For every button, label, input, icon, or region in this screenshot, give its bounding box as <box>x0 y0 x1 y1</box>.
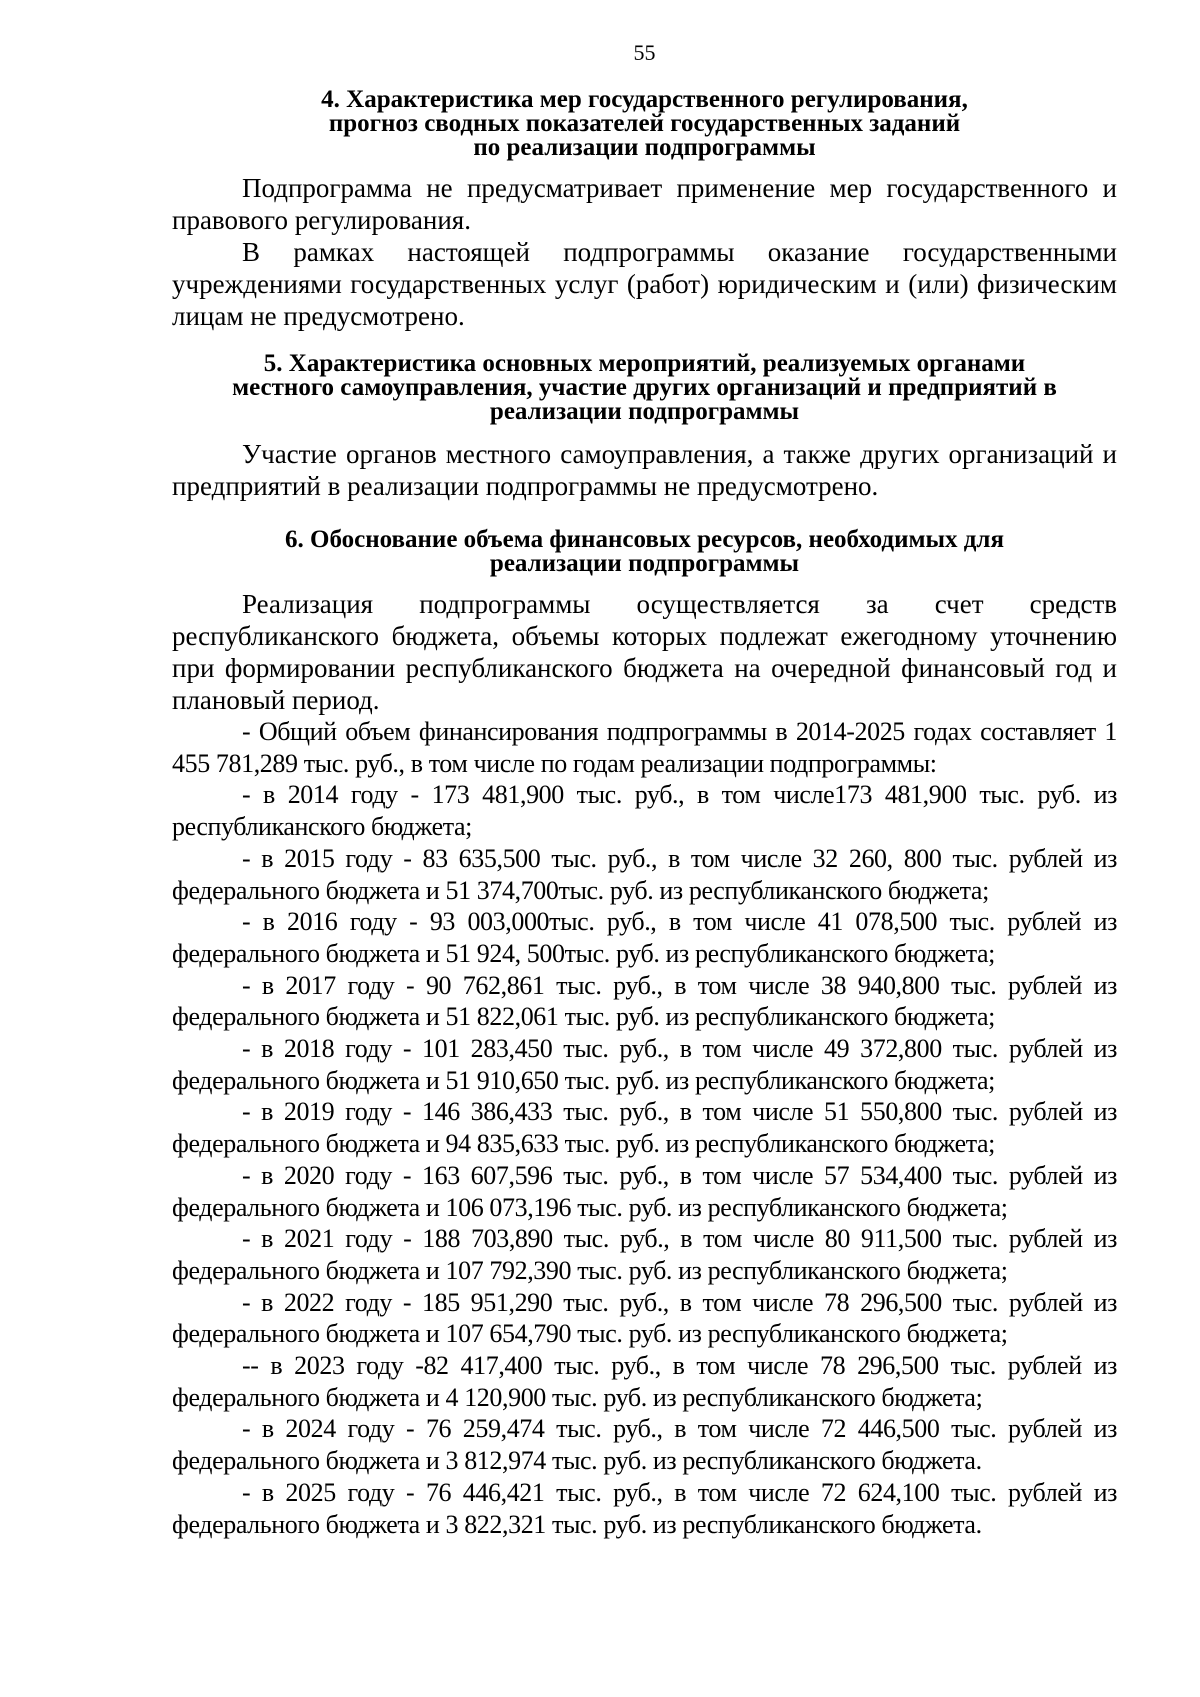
section-4-title <box>172 88 1117 160</box>
section-6-intro: Реализация подпрограммы осуществляется за счет средств республиканского бюджета, объемы которых подлежат ежегодному уточнению при формировании республиканского бюджета на очередной финансовый год и плановый период. <box>172 589 1117 715</box>
section-4-paragraph: В рамках настоящей подпрограммы оказание государственными учреждениями государственных услуг (работ) юридическим и (или) физическим лицам не предусмотрено. <box>172 237 1117 331</box>
section-4-title-line: 4. Характеристика мер государственного регулирования, <box>321 86 968 113</box>
section-6-title-line: реализации подпрограммы <box>489 550 800 577</box>
section-6 <box>172 528 1117 1540</box>
funding-item: - в 2024 году - 76 259,474 тыс. руб., в том числе 72 446,500 тыс. рублей из федерального бюджета и 3 812,974 тыс. руб. из республиканского бюджета. <box>172 1414 1117 1476</box>
funding-item: - в 2017 году - 90 762,861 тыс. руб., в том числе 38 940,800 тыс. рублей из федерального бюджета и 51 822,061 тыс. руб. из республиканского бюджета; <box>172 970 1117 1032</box>
funding-item: - в 2015 году - 83 635,500 тыс. руб., в том числе 32 260, 800 тыс. рублей из федерального бюджета и 51 374,700тыс. руб. из республиканского бюджета; <box>172 843 1117 905</box>
section-6-title <box>172 528 1117 576</box>
funding-item: -- в 2023 году -82 417,400 тыс. руб., в том числе 78 296,500 тыс. рублей из федерального бюджета и 4 120,900 тыс. руб. из республиканского бюджета; <box>172 1351 1117 1412</box>
funding-item: - Общий объем финансирования подпрограммы в 2014-2025 годах составляет 1 455 781,289 тыс. руб., в том числе по годам реализации подпрограммы: <box>172 717 1117 778</box>
funding-item: - в 2025 году - 76 446,421 тыс. руб., в том числе 72 624,100 тыс. рублей из федерального бюджета и 3 822,321 тыс. руб. из республиканского бюджета. <box>172 1477 1117 1539</box>
section-5-title <box>172 352 1117 424</box>
section-4-title-line: по реализации подпрограммы <box>473 134 816 161</box>
funding-item: - в 2020 году - 163 607,596 тыс. руб., в том числе 57 534,400 тыс. рублей из федерального бюджета и 106 073,196 тыс. руб. из республиканского бюджета; <box>172 1160 1117 1222</box>
section-4-title-line: прогноз сводных показателей государственных заданий <box>328 110 961 137</box>
section-5-title-line: реализации подпрограммы <box>489 398 800 425</box>
funding-item: - в 2016 году - 93 003,000тыс. руб., в том числе 41 078,500 тыс. рублей из федерального бюджета и 51 924, 500тыс. руб. из республиканского бюджета; <box>172 907 1117 968</box>
section-5-title-line: 5. Характеристика основных мероприятий, реализуемых органами <box>263 350 1026 377</box>
funding-item: - в 2021 году - 188 703,890 тыс. руб., в том числе 80 911,500 тыс. рублей из федерального бюджета и 107 792,390 тыс. руб. из республиканского бюджета; <box>172 1224 1117 1285</box>
document-page <box>172 40 1117 1540</box>
section-6-title-line: 6. Обоснование объема финансовых ресурсов, необходимых для <box>285 526 1004 553</box>
section-5-title-line: местного самоуправления, участие других организаций и предприятий в <box>232 374 1057 401</box>
funding-item: - в 2018 году - 101 283,450 тыс. руб., в том числе 49 372,800 тыс. рублей из федерального бюджета и 51 910,650 тыс. руб. из республиканского бюджета; <box>172 1034 1117 1095</box>
section-5 <box>172 352 1117 502</box>
funding-item: - в 2014 году - 173 481,900 тыс. руб., в том числе173 481,900 тыс. руб. из республиканского бюджета; <box>172 780 1117 842</box>
page-number: 55 <box>633 40 656 65</box>
section-4 <box>172 88 1117 332</box>
funding-item: - в 2019 году - 146 386,433 тыс. руб., в том числе 51 550,800 тыс. рублей из федерального бюджета и 94 835,633 тыс. руб. из республиканского бюджета; <box>172 1097 1117 1159</box>
funding-item: - в 2022 году - 185 951,290 тыс. руб., в том числе 78 296,500 тыс. рублей из федерального бюджета и 107 654,790 тыс. руб. из республиканского бюджета; <box>172 1287 1117 1349</box>
section-4-paragraph: Подпрограмма не предусматривает применение мер государственного и правового регулирования. <box>172 173 1117 235</box>
section-5-paragraph: Участие органов местного самоуправления, а также других организаций и предприятий в реализации подпрограммы не предусмотрено. <box>172 439 1117 501</box>
